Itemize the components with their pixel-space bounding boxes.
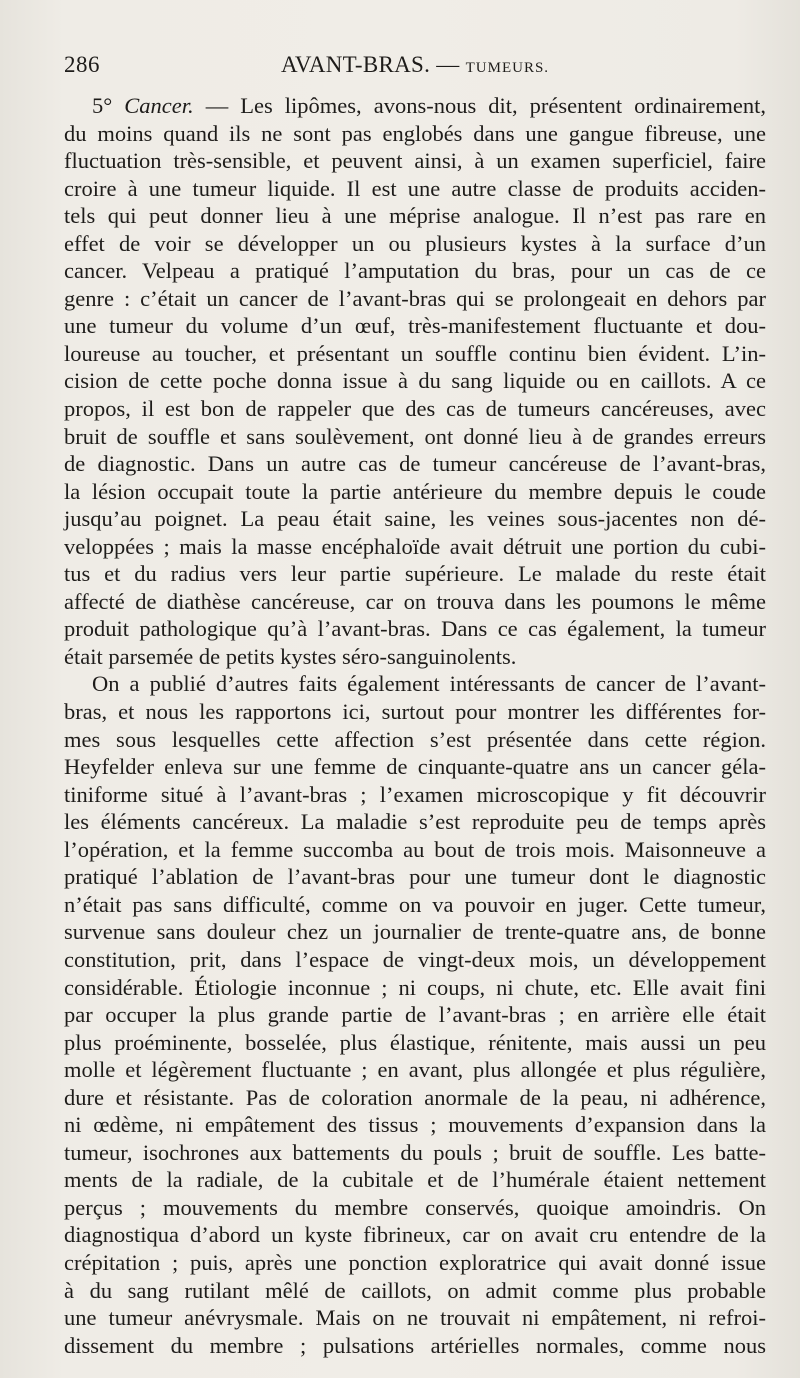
text-line: cision de cette poche donna issue à du sang liquide ou en caillots. A ce — [64, 368, 766, 394]
text-line: cancer. Velpeau a pratiqué l’amputation du bras, pour un cas de ce — [64, 258, 766, 284]
text-line: loureuse au toucher, et présentant un souffle continu bien évident. L’in- — [64, 340, 766, 366]
paragraph-first-line: On a publié d’autres faits également intéressants de cancer de l’avant- — [92, 671, 766, 697]
text-line: pratiqué l’ablation de l’avant-bras pour une tumeur dont le diagnostic — [64, 864, 766, 890]
text-line: tiniforme situé à l’avant-bras ; l’examen microscopique y fit découvrir — [64, 781, 766, 807]
running-head — [64, 52, 766, 86]
text-line: croire à une tumeur liquide. Il est une autre classe de produits acciden- — [64, 175, 766, 201]
text-line: — Les lipômes, avons-nous dit, présentent ordinairement, — [193, 93, 766, 118]
text-line: fluctuation très-sensible, et peuvent ainsi, à un examen superficiel, faire — [64, 148, 766, 174]
text-line: genre : c’était un cancer de l’avant-bras qui se prolongeait en dehors par — [64, 285, 766, 311]
paragraph-first-line — [64, 92, 766, 120]
text-line: tels qui peut donner lieu à une méprise analogue. Il n’est pas rare en — [64, 203, 766, 229]
chapter-title: AVANT-BRAS. — [280, 52, 431, 77]
text-line: les éléments cancéreux. La maladie s’est reproduite peu de temps après — [64, 809, 766, 835]
text-line: molle et légèrement fluctuante ; en avant, plus allongée et plus régulière, — [64, 1057, 766, 1083]
text-line: à du sang rutilant mêlé de caillots, on admit comme plus probable — [64, 1277, 766, 1303]
text-line: une tumeur anévrysmale. Mais on ne trouvait ni empâtement, ni refroi- — [64, 1305, 766, 1331]
text-line: crépitation ; puis, après une ponction exploratrice qui avait donné issue — [64, 1249, 766, 1275]
paragraph-cancer — [64, 92, 766, 670]
text-line: diagnostiqua d’abord un kyste fibrineux, car on avait cru entendre de la — [64, 1222, 766, 1248]
text-line: n’était pas sans difficulté, comme on va pouvoir en juger. Cette tumeur, — [64, 891, 766, 917]
text-line: de diagnostic. Dans un autre cas de tumeur cancéreuse de l’avant-bras, — [64, 451, 766, 477]
text-line: la lésion occupait toute la partie antérieure du membre depuis le coude — [64, 478, 766, 504]
text-line: mes sous lesquelles cette affection s’est présentée dans cette région. — [64, 726, 766, 752]
section-number: 5° — [92, 93, 125, 118]
text-line: bruit de souffle et sans soulèvement, ont donné lieu à de grandes erreurs — [64, 423, 766, 449]
text-line: du moins quand ils ne sont pas englobés dans une gangue fibreuse, une — [64, 120, 766, 146]
text-line: ni œdème, ni empâtement des tissus ; mouvements d’expansion dans la — [64, 1112, 766, 1138]
text-line: perçus ; mouvements du membre conservés, quoique amoindris. On — [64, 1194, 766, 1220]
text-line: Heyfelder enleva sur une femme de cinquante-quatre ans un cancer géla- — [64, 754, 766, 780]
text-line: considérable. Étiologie inconnue ; ni coups, ni chute, etc. Elle avait fini — [64, 974, 766, 1000]
text-line: l’opération, et la femme succomba au bout de trois mois. Maisonneuve a — [64, 836, 766, 862]
text-line: affecté de diathèse cancéreuse, car on trouva dans les poumons le même — [64, 588, 766, 614]
text-line: tumeur, isochrones aux battements du pouls ; bruit de souffle. Les batte- — [64, 1139, 766, 1165]
text-line: dure et résistante. Pas de coloration anormale de la peau, ni adhérence, — [64, 1084, 766, 1110]
text-line: ments de la radiale, de la cubitale et de l’humérale étaient nettement — [64, 1167, 766, 1193]
text-line: produit pathologique qu’à l’avant-bras. Dans ce cas également, la tumeur — [64, 616, 766, 642]
text-line: était parsemée de petits kystes séro-sanguinolents. — [64, 643, 517, 669]
section-title: TUMEURS. — [465, 60, 550, 76]
page-number: 286 — [64, 52, 100, 77]
text-line: plus proéminente, bosselée, plus élastique, rénitente, mais aussi un peu — [64, 1029, 766, 1055]
text-line: jusqu’au poignet. La peau était saine, les veines sous-jacentes non dé- — [64, 506, 766, 532]
text-line: par occuper la plus grande partie de l’avant-bras ; en arrière elle était — [64, 1002, 766, 1028]
text-line: effet de voir se développer un ou plusieurs kystes à la surface d’un — [64, 230, 766, 256]
text-line: dissement du membre ; pulsations artérielles normales, comme nous — [64, 1332, 766, 1358]
text-line: veloppées ; mais la masse encéphaloïde avait détruit une portion du cubi- — [64, 533, 766, 559]
paragraph-other-cases — [64, 670, 766, 1359]
running-title — [64, 52, 766, 78]
section-heading: Cancer. — [124, 93, 194, 118]
text-line: une tumeur du volume d’un œuf, très-manifestement fluctuante et dou- — [64, 313, 766, 339]
text-line: tus et du radius vers leur partie supérieure. Le malade du reste était — [64, 561, 766, 587]
text-line: bras, et nous les rapportons ici, surtout pour montrer les différentes for- — [64, 699, 766, 725]
body-text — [64, 92, 766, 1359]
text-line: propos, il est bon de rappeler que des cas de tumeurs cancéreuses, avec — [64, 396, 766, 422]
text-line: survenue sans douleur chez un journalier de trente-quatre ans, de bonne — [64, 919, 766, 945]
text-line: constitution, prit, dans l’espace de vingt-deux mois, un développement — [64, 946, 766, 972]
title-separator: — — [436, 52, 460, 77]
